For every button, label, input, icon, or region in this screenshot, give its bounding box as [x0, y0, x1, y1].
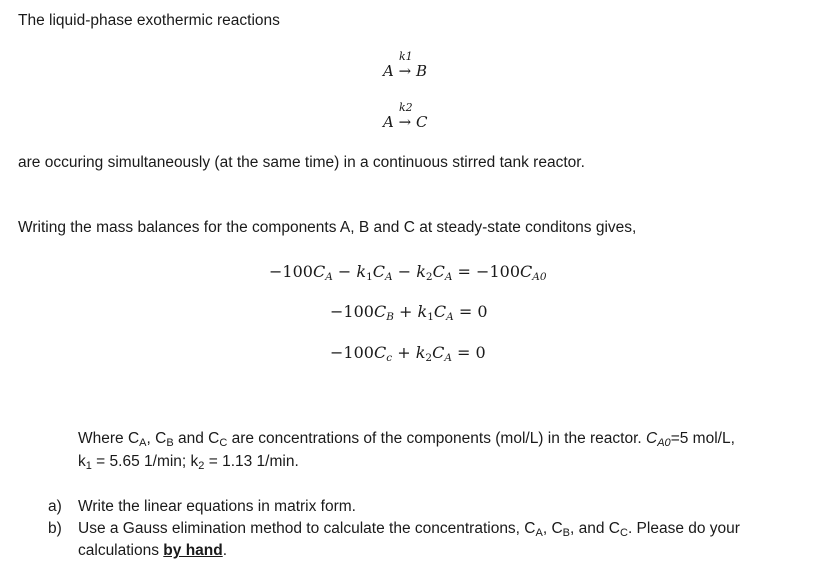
reactant: A: [383, 62, 394, 80]
question-a: Write the linear equations in matrix form.: [78, 498, 356, 515]
list-marker-a: a): [48, 498, 62, 515]
emphasis-by-hand: by hand: [163, 542, 223, 559]
product: C: [415, 113, 428, 131]
rate-constant-label: k2: [399, 101, 413, 114]
arrow-icon: →: [398, 62, 412, 80]
reactant: A: [383, 113, 394, 131]
where-line-1: Where $C_A$, $C_B$ and $C_C$ are concentrations of the components (mol/L) in the reactor. $C_{A0}=5$ mol/L,: [78, 430, 735, 449]
writing-text: Writing the mass balances for the components A, B and C at steady-state conditons gives,: [18, 219, 637, 236]
equation-2: $-100C_B + k_1C_A = 0$: [330, 302, 488, 323]
question-list: [48, 496, 808, 566]
list-marker-b: b): [48, 520, 62, 537]
where-line-2: $k_1 = 5.65$ 1/min; $k_2 = 1.13$ 1/min.: [78, 453, 299, 472]
rate-constant-label: k1: [399, 50, 413, 63]
occurring-text: are occuring simultaneously (at the same time) in a continuous stirred tank reactor.: [18, 154, 585, 171]
question-b-line-2: calculations by hand.: [78, 542, 228, 559]
arrow-icon: →: [398, 113, 412, 131]
question-b-line-1: Use a Gauss elimination method to calculate the concentrations, $C_A$, $C_B$, and $C_C$. Please do your: [78, 520, 740, 539]
equation-1: $-100C_A - k_1C_A - k_2C_A = -100C_{A0}$: [269, 262, 547, 283]
product: B: [415, 62, 428, 80]
equation-3: $-100C_c + k_2C_A = 0$: [330, 343, 486, 364]
intro-text: The liquid-phase exothermic reactions: [18, 12, 280, 29]
